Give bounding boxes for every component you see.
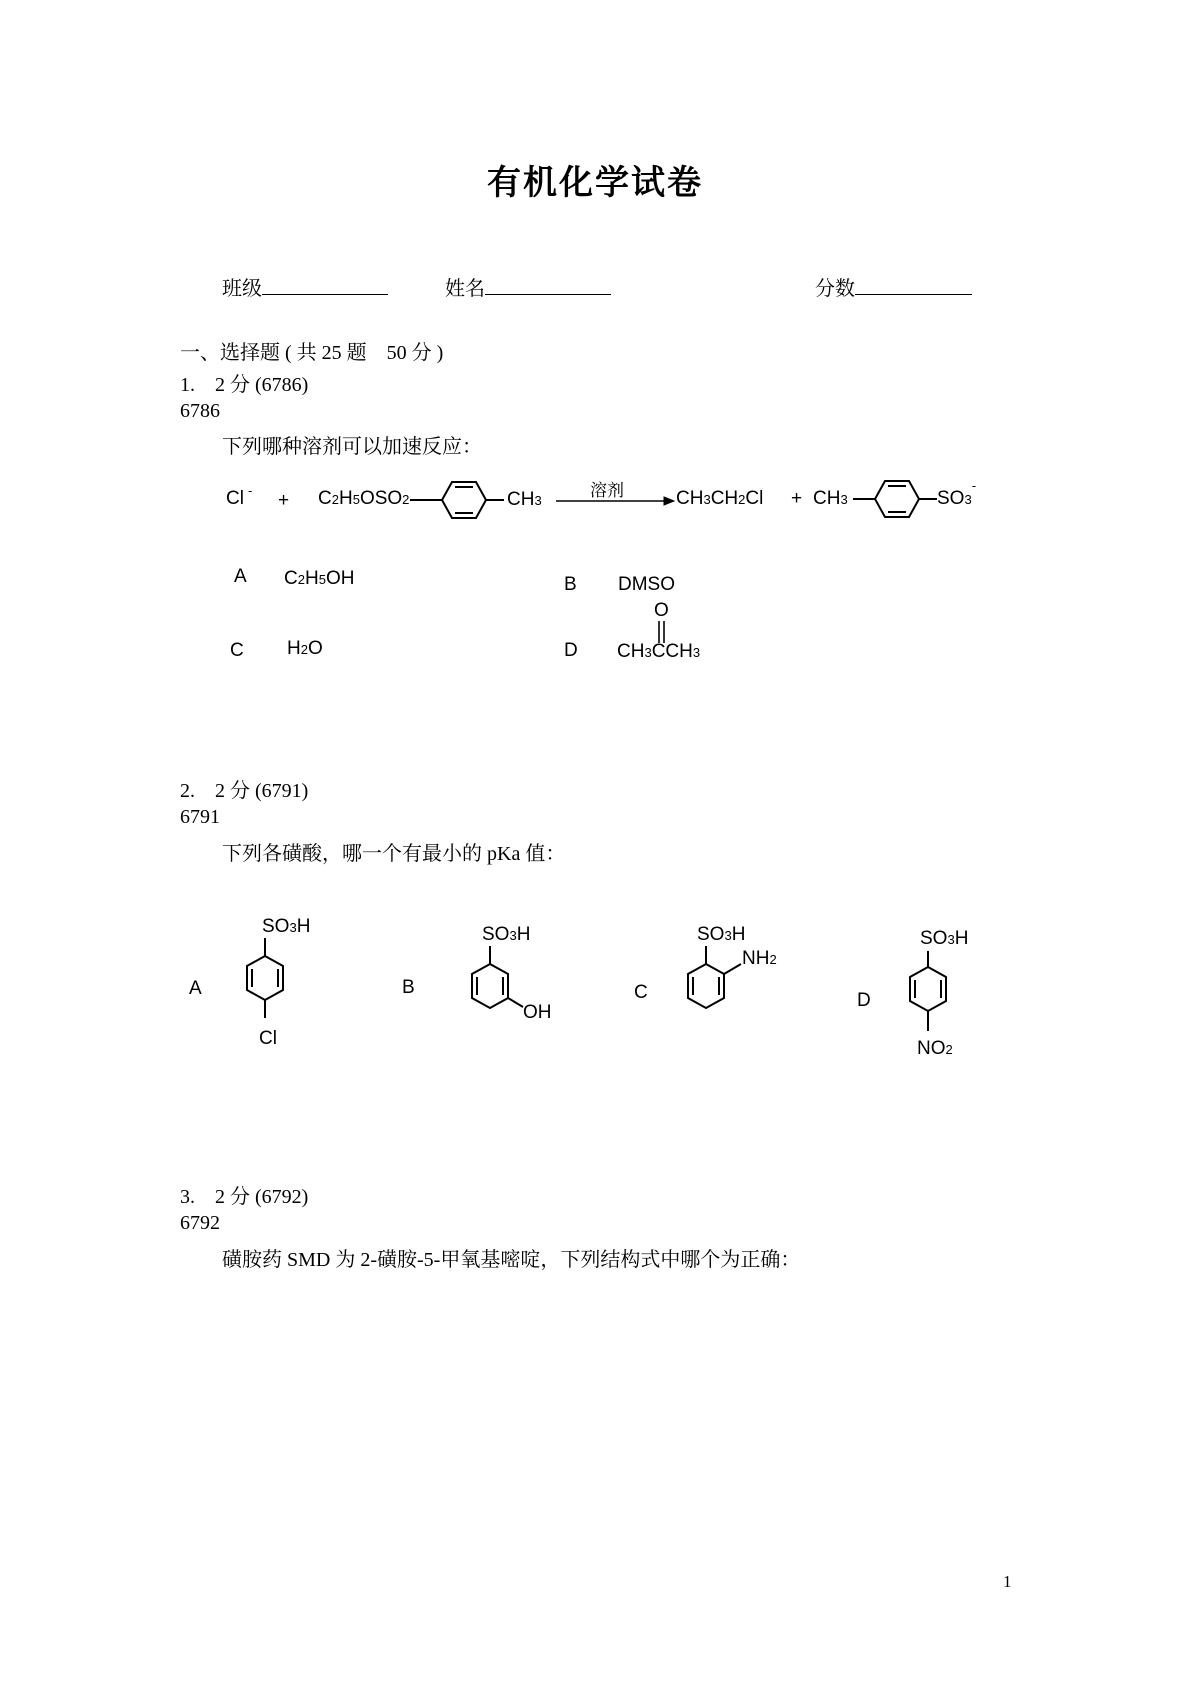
t: - bbox=[971, 478, 977, 493]
q1-plus-2: + bbox=[791, 488, 803, 509]
t: H bbox=[954, 928, 969, 949]
q1-reactant-chloride bbox=[226, 483, 253, 510]
t: 2 bbox=[738, 492, 746, 507]
q3-header: 3. 2 分 (6792) bbox=[180, 1186, 309, 1208]
t: H bbox=[287, 638, 301, 659]
t: OSO bbox=[359, 488, 403, 509]
t: 3 bbox=[947, 932, 955, 947]
q1-product-sulfonate bbox=[937, 478, 977, 510]
section-header: 一、选择题 ( 共 25 题 50 分 ) bbox=[180, 342, 444, 364]
t: SO bbox=[937, 488, 965, 509]
chloride-charge: - bbox=[247, 483, 253, 498]
q1-option-d-letter: D bbox=[564, 640, 578, 661]
q2-option-a-benzene-ring bbox=[240, 938, 290, 1038]
t: 3 bbox=[703, 492, 711, 507]
t: H bbox=[338, 488, 353, 509]
t: 2 bbox=[769, 952, 777, 967]
q1-benzene-ring-1 bbox=[410, 475, 510, 525]
q1-option-b-formula: DMSO bbox=[618, 574, 675, 595]
t: CH bbox=[710, 488, 739, 509]
chloride-text: Cl bbox=[226, 488, 244, 509]
t: 3 bbox=[692, 645, 701, 660]
t: 2 bbox=[297, 572, 305, 587]
q1-option-d-oxygen: O bbox=[654, 600, 669, 621]
t: O bbox=[307, 638, 323, 659]
q1-header: 1. 2 分 (6786) bbox=[180, 374, 309, 396]
name-field bbox=[445, 272, 611, 301]
t: CCH bbox=[651, 641, 693, 662]
q1-option-c-formula bbox=[287, 638, 323, 660]
reaction-arrow-icon bbox=[556, 494, 676, 508]
q1-option-c-letter: C bbox=[230, 640, 244, 661]
q1-option-b-letter: B bbox=[564, 574, 577, 595]
t: NO bbox=[917, 1038, 946, 1059]
q2-option-d-sulfonic bbox=[920, 928, 968, 950]
score-label: 分数 bbox=[815, 278, 855, 300]
q1-text: 下列哪种溶剂可以加速反应： bbox=[222, 436, 482, 458]
q1-plus-1: + bbox=[278, 490, 290, 511]
q2-option-c-sulfonic bbox=[697, 924, 745, 946]
t: CH bbox=[507, 489, 535, 510]
page-title: 有机化学试卷 bbox=[487, 163, 703, 203]
q2-option-d-benzene-ring bbox=[903, 951, 953, 1051]
t: C bbox=[284, 568, 298, 589]
q2-option-b-sulfonic bbox=[482, 924, 530, 946]
name-blank bbox=[485, 276, 611, 295]
q3-text: 磺胺药 SMD 为 2-磺胺-5-甲氧基嘧啶，下列结构式中哪个为正确： bbox=[222, 1249, 801, 1271]
t: Cl bbox=[745, 488, 764, 509]
q1-option-a-letter: A bbox=[234, 566, 247, 587]
q2-option-b-hydroxy: OH bbox=[523, 1002, 552, 1023]
q1-reactant-tosylate-prefix bbox=[318, 488, 409, 510]
t: 3 bbox=[724, 928, 732, 943]
q2-option-a-letter: A bbox=[189, 978, 202, 999]
t: SO bbox=[920, 928, 948, 949]
t: SO bbox=[482, 924, 510, 945]
t: 3 bbox=[289, 920, 297, 935]
q1-product-methyl bbox=[813, 488, 848, 510]
q3-id: 6792 bbox=[180, 1212, 220, 1234]
t: CH bbox=[676, 488, 704, 509]
class-blank bbox=[262, 276, 388, 295]
t: CH bbox=[813, 488, 841, 509]
t: 3 bbox=[644, 645, 652, 660]
q1-id: 6786 bbox=[180, 400, 220, 422]
page-number: 1 bbox=[1003, 1572, 1012, 1591]
t: 5 bbox=[318, 572, 326, 587]
q1-option-d-formula bbox=[617, 641, 700, 663]
q2-option-c-amino bbox=[742, 948, 777, 970]
t: H bbox=[731, 924, 746, 945]
name-label: 姓名 bbox=[445, 278, 485, 300]
q2-option-d-letter: D bbox=[857, 990, 871, 1011]
t: 5 bbox=[352, 492, 360, 507]
q2-text: 下列各磺酸，哪一个有最小的 pKa 值： bbox=[222, 843, 566, 865]
t: SO bbox=[262, 916, 290, 937]
class-field bbox=[222, 272, 388, 301]
q1-methyl-1 bbox=[507, 489, 542, 511]
t: OH bbox=[325, 568, 355, 589]
t: NH bbox=[742, 948, 770, 969]
q2-option-d-nitro bbox=[917, 1038, 953, 1060]
t: 3 bbox=[964, 492, 972, 507]
t: SO bbox=[697, 924, 725, 945]
t: 2 bbox=[331, 492, 339, 507]
q2-header: 2. 2 分 (6791) bbox=[180, 780, 309, 802]
q2-option-a-chloro: Cl bbox=[259, 1028, 277, 1049]
q1-arrow-label: 溶剂 bbox=[590, 481, 624, 500]
class-label: 班级 bbox=[222, 278, 262, 300]
t: 3 bbox=[509, 928, 517, 943]
q1-product-ethyl-chloride bbox=[676, 488, 763, 510]
t: 3 bbox=[534, 493, 542, 508]
t: 2 bbox=[945, 1042, 953, 1057]
t: 3 bbox=[840, 492, 848, 507]
q2-option-a-sulfonic bbox=[262, 916, 310, 938]
t: CH bbox=[617, 641, 645, 662]
t: 2 bbox=[402, 492, 410, 507]
q2-id: 6791 bbox=[180, 806, 220, 828]
t: C bbox=[318, 488, 332, 509]
t: 2 bbox=[300, 642, 308, 657]
score-field bbox=[815, 272, 972, 301]
t: H bbox=[516, 924, 531, 945]
score-blank bbox=[855, 276, 972, 295]
t: H bbox=[304, 568, 319, 589]
q2-option-b-letter: B bbox=[402, 977, 415, 998]
q2-option-c-letter: C bbox=[634, 982, 648, 1003]
t: H bbox=[296, 916, 311, 937]
q1-option-a-formula bbox=[284, 568, 354, 590]
